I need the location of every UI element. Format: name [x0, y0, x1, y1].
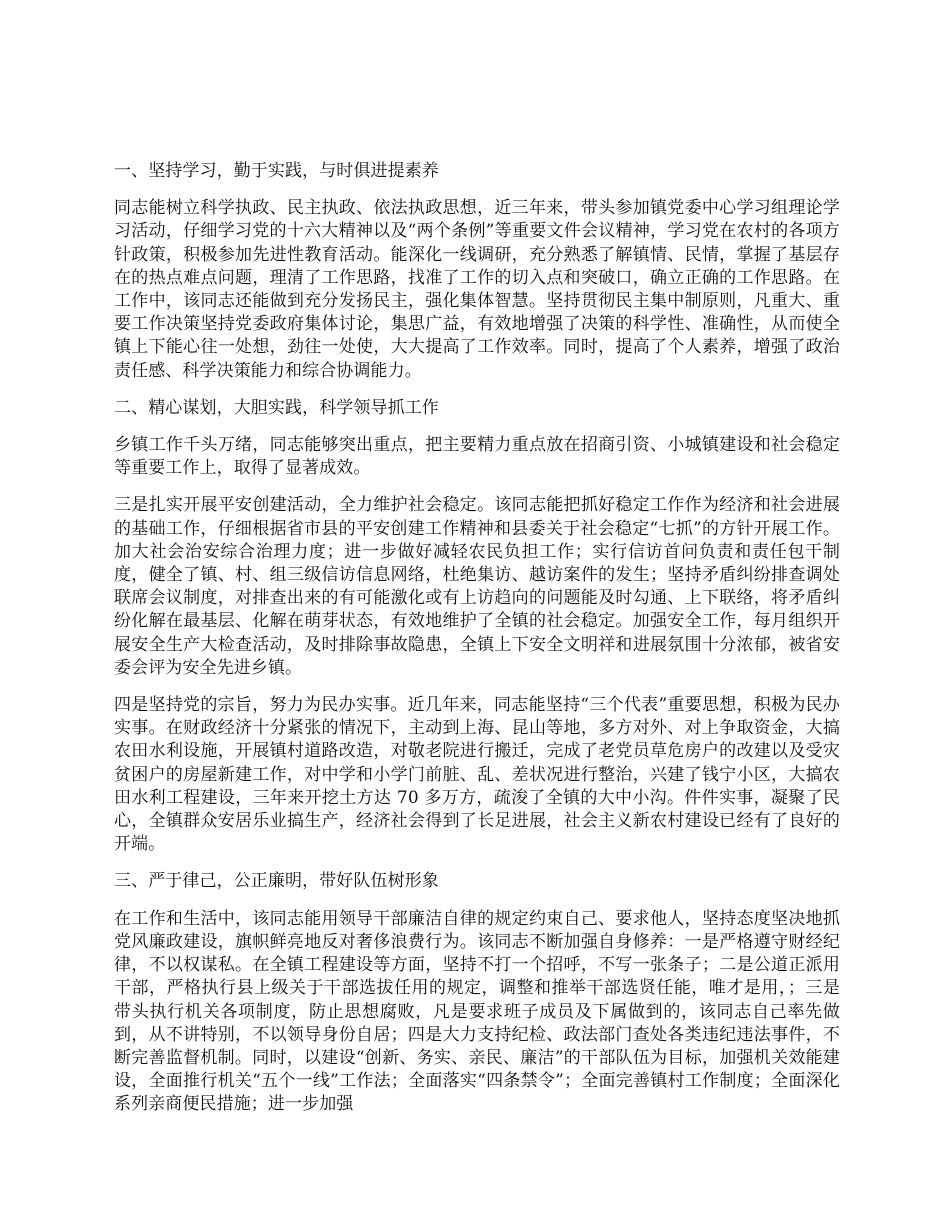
document-page	[114, 160, 840, 1131]
section-heading-3: 三、严于律己，公正廉明，带好队伍树形象	[114, 871, 439, 892]
paragraph-5: 在工作和生活中，该同志能用领导干部廉洁自律的规定约束自己、要求他人，坚持态度坚决地抓党风廉政建设，旗帜鲜亮地反对奢侈浪费行为。该同志不断加强自身修养：一是严格遵守财经纪律，不以权谋私。在全镇工程建设等方面，坚持不打一个招呼，不写一张条子；二是公道正派用干部，严格执行县上级关于干部选拔任用的规定，调整和推举干部选贤任能，唯才是用，；三是带头执行机关各项制度，防止思想腐败，凡是要求班子成员及下属做到的，该同志自己率先做到，从不讲特别，不以领导身份自居；四是大力支持纪检、政法部门查处各类违纪违法事件，不断完善监督机制。同时，以建设“创新、务实、亲民、廉洁”的干部队伍为目标，加强机关效能建设，全面推行机关“五个一线”工作法；全面落实“四条禁令”；全面完善镇村工作制度；全面深化系列亲商便民措施；进一步加强	[114, 908, 840, 1115]
section-heading-1: 一、坚持学习，勤于实践，与时俱进提素养	[114, 161, 439, 181]
paragraph-3: 三是扎实开展平安创建活动，全力维护社会稳定。该同志能把抓好稳定工作作为经济和社会进展的基础工作，仔细根据省市县的平安创建工作精神和县委关于社会稳定“七抓”的方针开展工作。加大社会治安综合治理力度；进一步做好减轻农民负担工作；实行信访首问负责和责任包干制度，健全了镇、村、组三级信访信息网络，杜绝集访、越访案件的发生；坚持矛盾纠纷排查调处联席会议制度，对排查出来的有可能激化或有上访趋向的问题能及时勾通、上下联络，将矛盾纠纷化解在最基层、化解在萌芽状态，有效地维护了全镇的社会稳定。加强安全工作，每月组织开展安全生产大检查活动，及时排除事故隐患，全镇上下安全文明祥和进展氛围十分浓郁，被省安委会评为安全先进乡镇。	[114, 495, 840, 678]
paragraph-1: 同志能树立科学执政、民主执政、依法执政思想，近三年来，带头参加镇党委中心学习组理论学习活动，仔细学习党的十六大精神以及“两个条例”等重要文件会议精神，学习党在农村的各项方针政策，积极参加先进性教育活动。能深化一线调研，充分熟悉了解镇情、民情，掌握了基层存在的热点难点问题，理清了工作思路，找准了工作的切入点和突破口，确立正确的工作思路。在工作中，该同志还能做到充分发扬民主，强化集体智慧。坚持贯彻民主集中制原则，凡重大、重要工作决策坚持党委政府集体讨论，集思广益，有效地增强了决策的科学性、准确性，从而使全镇上下能心往一处想，劲往一处使，大大提高了工作效率。同时，提高了个人素养，增强了政治责任感、科学决策能力和综合协调能力。	[114, 198, 840, 381]
paragraph-4: 四是坚持党的宗旨，努力为民办实事。近几年来，同志能坚持“三个代表”重要思想，积极为民办实事。在财政经济十分紧张的情况下，主动到上海、昆山等地，多方对外、对上争取资金，大搞农田水利设施，开展镇村道路改造，对敬老院进行搬迁，完成了老党员草危房户的改建以及受灾贫困户的房屋新建工作，对中学和小学门前脏、乱、差状况进行整治，兴建了钱宁小区，大搞农田水利工程建设，三年来开挖土方达 70 多万方，疏浚了全镇的大中小沟。件件实事，凝聚了民心，全镇群众安居乐业搞生产，经济社会得到了长足进展，社会主义新农村建设已经有了良好的开端。	[114, 695, 840, 855]
paragraph-2: 乡镇工作千头万绪，同志能够突出重点，把主要精力重点放在招商引资、小城镇建设和社会稳定等重要工作上，取得了显著成效。	[114, 435, 840, 479]
section-heading-2: 二、精心谋划，大胆实践，科学领导抓工作	[114, 397, 439, 418]
